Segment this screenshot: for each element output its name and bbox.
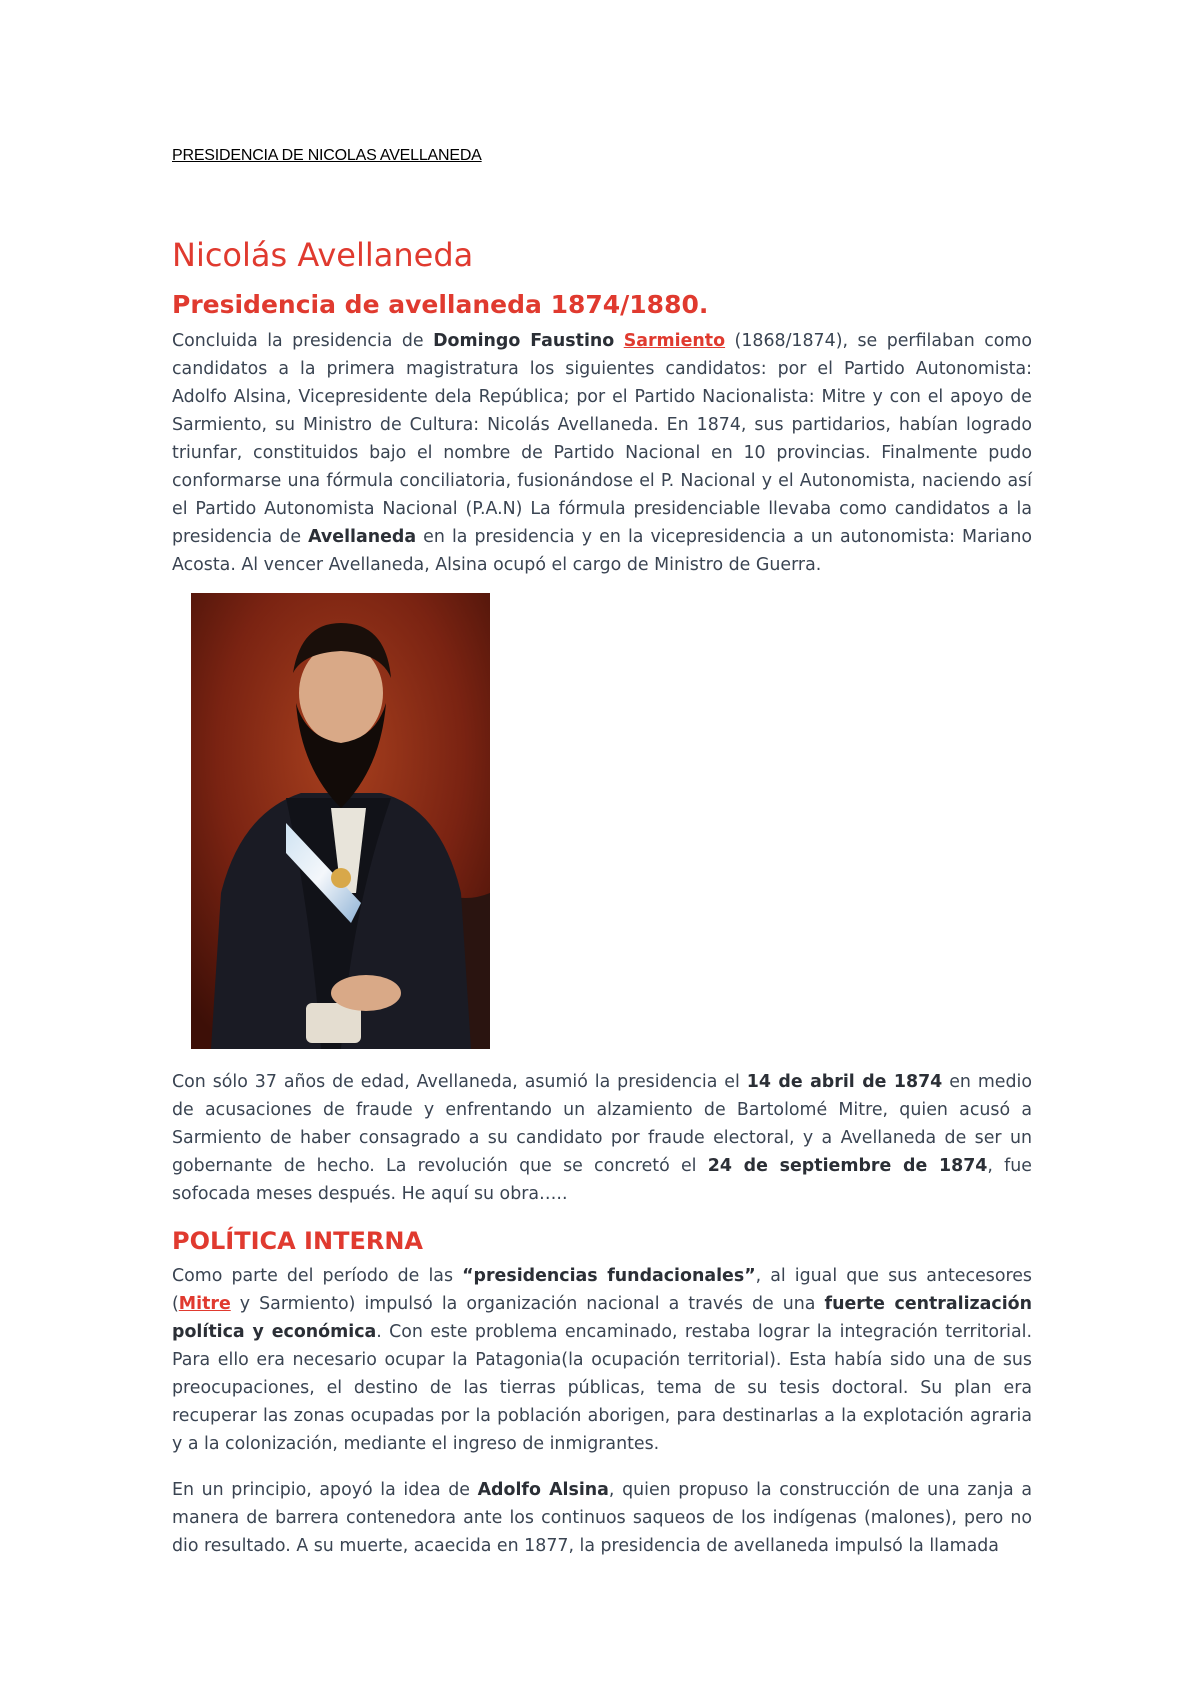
mitre-link[interactable]: Mitre <box>178 1294 231 1314</box>
inauguration-paragraph <box>172 1068 1032 1208</box>
text-span: Concluida la presidencia de <box>172 331 434 351</box>
alsina-paragraph <box>172 1476 1032 1560</box>
text-span: en la presidencia y en la vicepresidencia a un autonomista: Mariano Acosta. Al vencer Avellaneda, Alsina ocupó el cargo de Ministro de Guerra. <box>172 527 1032 575</box>
intro-paragraph <box>172 327 1032 579</box>
bold-name: Domingo Faustino <box>433 331 615 351</box>
bold-phrase: fuerte centralización política y económica <box>172 1294 1032 1342</box>
bold-date: 14 de abril de 1874 <box>746 1072 943 1092</box>
text-span: (1868/1874), se perfilaban como candidatos a la primera magistratura los siguientes candidatos: por el Partido Autonomista: Adolfo Alsina, Vicepresidente dela República; por el Partido Nacionalista: Mitre y con el apoyo de Sarmiento, su Ministro de Cultura: Nicolás Avellaneda. En 1874, sus partidarios, habían logrado triunfar, constituidos bajo el nombre de Partido Nacional en 10 provincias. Finalmente pudo conformarse una fórmula conciliatoria, fusionándose el P. Nacional y el Autonomista, naciendo así el Partido Autonomista Nacional (P.A.N) La fórmula presidenciable llevaba como candidatos a la presidencia de <box>172 331 1032 547</box>
text-span: en medio de acusaciones de fraude y enfrentando un alzamiento de Bartolomé Mitre, quien acusó a Sarmiento de haber consagrado a su candidato por fraude electoral, y a Avellaneda de ser un gobernante de hecho. La revolución que se concretó el <box>172 1072 1032 1176</box>
bold-date: 24 de septiembre de 1874 <box>707 1156 988 1176</box>
section-heading: POLÍTICA INTERNA <box>172 1227 423 1255</box>
presidency-subheading: Presidencia de avellaneda 1874/1880. <box>172 290 709 319</box>
page-heading: Nicolás Avellaneda <box>172 236 474 274</box>
text-span: y Sarmiento) impulsó la organización nacional a través de una <box>230 1294 825 1314</box>
portrait-image <box>191 593 490 1049</box>
bold-name: Adolfo Alsina <box>477 1480 609 1500</box>
document-title: PRESIDENCIA DE NICOLAS AVELLANEDA <box>172 147 482 164</box>
text-span: . Con este problema encaminado, restaba lograr la integración territorial. Para ello era necesario ocupar la Patagonia(la ocupación territorial). Esta había sido una de sus preocupaciones, el destino de las tierras públicas, tema de su tesis doctoral. Su plan era recuperar las zonas ocupadas por la población aborigen, para destinarlas a la explotación agraria y a la colonización, mediante el ingreso de inmigrantes. <box>172 1322 1032 1454</box>
text-span: , quien propuso la construcción de una zanja a manera de barrera contenedora ante los continuos saqueos de los indígenas (malones), pero no dio resultado. A su muerte, acaecida en 1877, la presidencia de avellaneda impulsó la llamada <box>172 1480 1032 1556</box>
text-span: Como parte del período de las <box>172 1266 463 1286</box>
bold-name: Avellaneda <box>308 527 417 547</box>
text-span <box>614 331 623 351</box>
text-span: , fue sofocada meses después. He aquí su obra….. <box>172 1156 1032 1204</box>
internal-policy-paragraph <box>172 1262 1032 1458</box>
text-span: Con sólo 37 años de edad, Avellaneda, asumió la presidencia el <box>172 1072 747 1092</box>
sarmiento-link[interactable]: Sarmiento <box>623 331 726 351</box>
bold-phrase: “presidencias fundacionales” <box>462 1266 756 1286</box>
text-span: , al igual que sus antecesores ( <box>172 1266 1032 1314</box>
avellaneda-portrait <box>191 593 490 1049</box>
text-span: En un principio, apoyó la idea de <box>172 1480 478 1500</box>
